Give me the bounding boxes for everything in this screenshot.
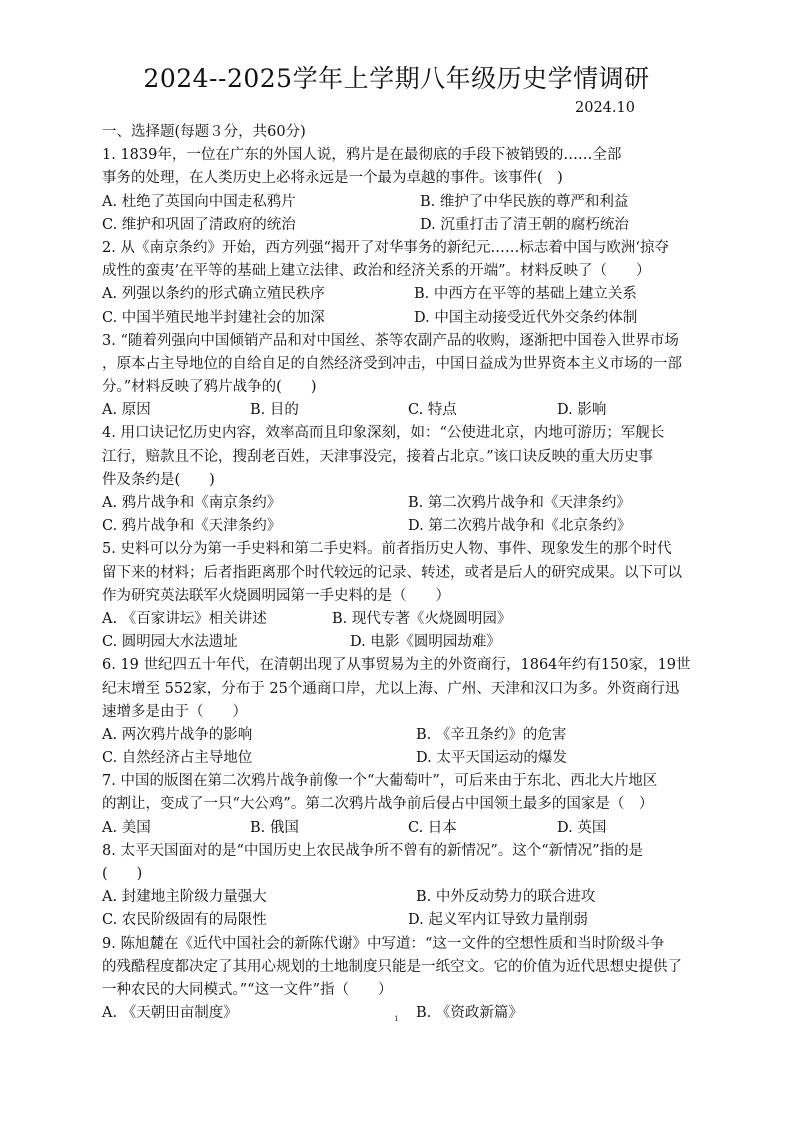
option-b: B. 现代专著《火烧圆明园》 [332,610,512,627]
question-text: 1. 1839年，一位在广东的外国人说，鸦片是在最彻底的手段下被销毁的……全部 [102,147,622,164]
option-d: D. 第二次鸦片战争和《北京条约》 [408,518,632,535]
question-text: 速增多是由于（ ） [102,703,247,720]
question-text: 9. 陈旭麓在《近代中国社会的新陈代谢》中写道：“这一文件的空想性质和当时阶级斗争 [102,935,665,952]
options-row [102,307,698,330]
exam-content [102,121,698,1025]
question-text: 作为研究英法联军火烧圆明园第一手史料的是（ ） [102,587,450,604]
option-c: C. 自然经济占主导地位 [102,750,253,767]
question-3 [102,330,698,423]
option-d: D. 沉重打击了清王朝的腐朽统治 [420,216,629,233]
question-text: 留下来的材料；后者指距离那个时代较远的记录、转述，或者是后人的研究成果。以下可以 [102,564,682,581]
question-text: 4. 用口诀记忆历史内容，效率高而且印象深刻，如：“公使进北京，内地可游历；军舰长 [102,425,665,442]
options-row [102,817,698,840]
option-b: B. 俄国 [250,819,299,836]
question-text: 2. 从《南京条约》开始，西方列强“揭开了对华事务的新纪元……标志着中国与欧洲‘掠夺 [102,239,669,256]
question-text: 8. 太平天国面对的是“中国历史上农民战争所不曾有的新情况”。这个“新情况”指的是 [102,842,644,859]
question-text: 3. “随着列强向中国倾销产品和对中国丝、茶等农副产品的收购，逐渐把中国卷入世界市场 [102,332,679,349]
question-5 [102,538,698,654]
option-b: B. 维护了中华民族的尊严和利益 [420,193,629,210]
option-a: A. 列强以条约的形式确立殖民秩序 [102,286,325,303]
options-row [102,608,698,631]
question-7 [102,770,698,840]
question-text: 一种农民的大同模式。”“这一文件”指（ ） [102,981,393,998]
option-d: D. 起义军内讧导致力量削弱 [408,912,588,929]
option-c: C. 鸦片战争和《天津条约》 [102,518,282,535]
question-text: 6. 19 世纪四五十年代，在清朝出现了从事贸易为主的外资商行，1864年约有150家，19世 [102,657,691,674]
question-text: ，原本占主导地位的自给自足的自然经济受到冲击，中国日益成为世界资本主义市场的一部 [102,355,682,372]
option-d: D. 英国 [557,819,607,836]
option-a: A. 杜绝了英国向中国走私鸦片 [102,193,296,210]
option-d: D. 电影《圆明园劫难》 [350,634,501,651]
exam-date: 2024.10 [575,100,635,116]
question-text: 5. 史料可以分为第一手史料和第二手史料。前者指历史人物、事件、现象发生的那个时代 [102,541,672,558]
options-row [102,631,698,654]
option-b: B. 《资政新篇》 [416,1005,523,1022]
option-d: D. 中国主动接受近代外交条约体制 [414,309,638,326]
exam-title: 2024--2025学年上学期八年级历史学情调研 [143,64,650,93]
options-row [102,515,698,538]
question-text: 件及条约是( ) [102,471,215,488]
option-b: B. 第二次鸦片战争和《天津条约》 [408,495,631,511]
options-row [102,191,698,214]
section-heading: 一、选择题(每题３分，共60分) [102,124,306,140]
question-text: 成性的蛮夷’在平等的基础上建立法律、政治和经济关系的开端”。材料反映了（ ） [102,263,651,280]
option-c: C. 中国半殖民地半封建社会的加深 [102,309,325,326]
option-d: D. 太平天国运动的爆发 [416,750,567,767]
option-d: D. 影响 [557,402,607,419]
option-b: B. 《辛丑条约》的危害 [416,726,567,743]
question-8 [102,840,698,933]
option-a: A. 原因 [102,402,151,419]
option-c: C. 日本 [408,819,457,836]
question-4 [102,422,698,538]
option-a: A. 鸦片战争和《南京条约》 [102,495,282,511]
option-b: B. 目的 [250,402,299,419]
option-c: C. 农民阶级固有的局限性 [102,912,267,929]
options-row [102,214,698,237]
option-c: C. 圆明园大水法遗址 [102,634,238,651]
question-text: 7. 中国的版图在第二次鸦片战争前像一个“大葡萄叶”，可后来由于东北、西北大片地区 [102,773,658,790]
question-text: 的割让，变成了一只“大公鸡”。第二次鸦片战争前后侵占中国领土最多的国家是（ ） [102,796,654,813]
options-row [102,492,698,515]
options-row [102,724,698,747]
question-1 [102,144,698,237]
option-a: A. 美国 [102,819,151,836]
option-b: B. 中外反动势力的联合进攻 [416,889,596,906]
options-row [102,747,698,770]
question-text: 的残酷程度都决定了其用心规划的土地制度只能是一纸空文。它的价值为近代思想史提供了 [102,958,682,975]
option-c: C. 特点 [408,402,457,419]
question-text: 事务的处理，在人类历史上必将永远是一个最为卓越的事件。该事件( ) [102,170,563,187]
options-row [102,909,698,932]
option-c: C. 维护和巩固了清政府的统治 [102,216,296,233]
option-b: B. 中西方在平等的基础上建立关系 [414,286,637,303]
option-a: A. 两次鸦片战争的影响 [102,726,253,743]
question-9 [102,933,698,1026]
options-row [102,399,698,422]
question-2 [102,237,698,330]
question-text: ( ) [102,866,143,882]
option-a: A. 《百家讲坛》相关讲述 [102,610,267,627]
question-text: 分。”材料反映了鸦片战争的( ) [102,379,317,396]
page-number: 1 [394,1015,399,1023]
options-row [102,886,698,909]
question-text: 纪末增至 552家，分布于 25个通商口岸，尤以上海、广州、天津和汉口为多。外资商行迅 [102,680,680,697]
question-6 [102,654,698,770]
options-row [102,283,698,306]
option-a: A. 封建地主阶级力量强大 [102,889,267,906]
question-text: 江行，赔款且不论，搜刮老百姓，天津事没完，接着占北京。”该口诀反映的重大历史事 [102,448,654,465]
option-a: A. 《天朝田亩制度》 [102,1005,238,1022]
